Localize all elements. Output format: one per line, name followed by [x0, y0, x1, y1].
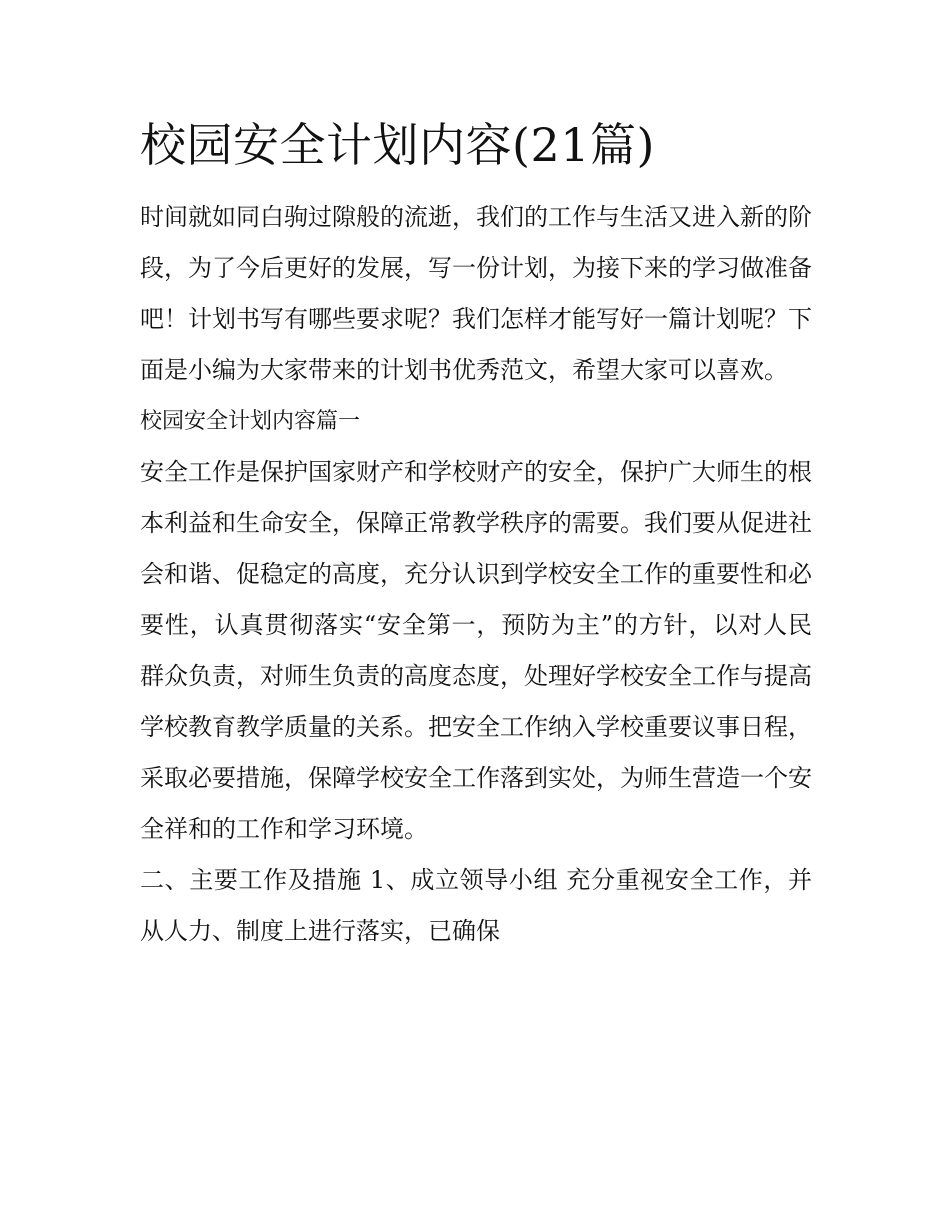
document-title: 校园安全计划内容(21篇): [140, 118, 655, 172]
measures-paragraph: 二、主要工作及措施 1、成立领导小组 充分重视安全工作，并从人力、制度上进行落实，已确保: [140, 866, 812, 945]
body-paragraph: 安全工作是保护国家财产和学校财产的安全，保护广大师生的根本利益和生命安全，保障正常教学秩序的需要。我们要从促进社会和谐、促稳定的高度，充分认识到学校安全工作的重要性和必要性，认真贯彻落实“安全第一，预防为主”的方针，以对人民群众负责，对师生负责的高度态度，处理好学校安全工作与提高学校教育教学质量的关系。把安全工作纳入学校重要议事日程，采取必要措施，保障学校安全工作落到实处，为师生营造一个安全祥和的工作和学习环境。: [140, 458, 812, 843]
intro-paragraph: 时间就如同白驹过隙般的流逝，我们的工作与生活又进入新的阶段，为了今后更好的发展，写一份计划，为接下来的学习做准备吧！计划书写有哪些要求呢？我们怎样才能写好一篇计划呢？下面是小编为大家带来的计划书优秀范文，希望大家可以喜欢。: [140, 203, 812, 384]
document-page: [140, 112, 812, 957]
section-heading: 校园安全计划内容篇一: [140, 409, 361, 434]
